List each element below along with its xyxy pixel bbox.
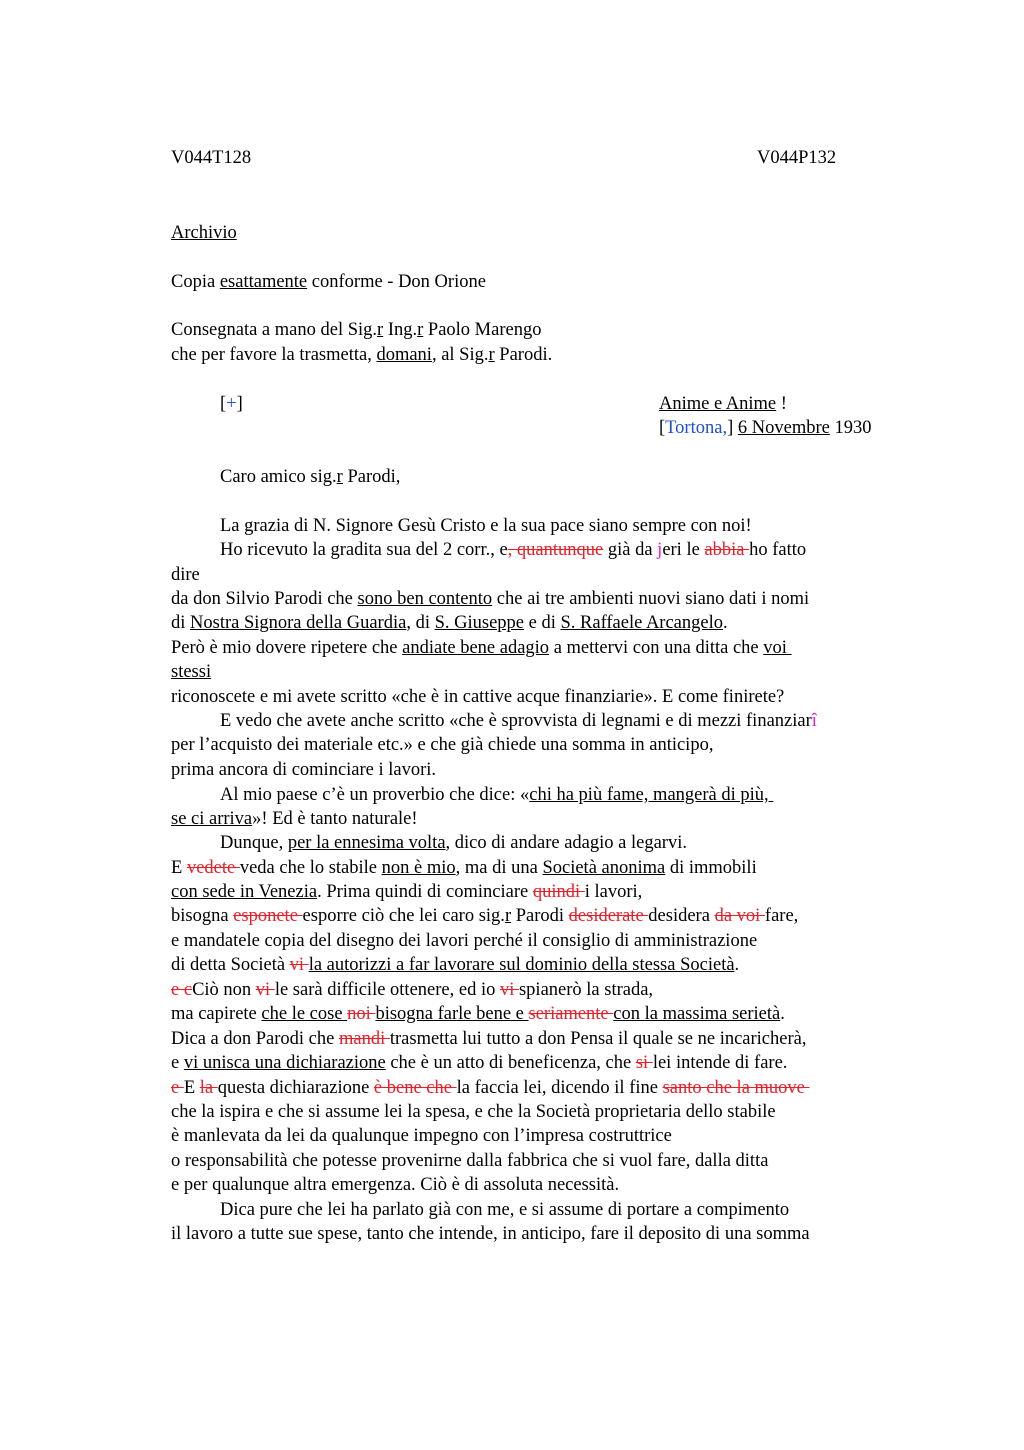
body-line-9: E vedo che avete anche scritto «che è sprovvista di legnami e di mezzi finanziarî xyxy=(220,711,817,731)
archive-label: Archivio xyxy=(171,223,237,243)
body-line-18: e mandatele copia del disegno dei lavori perché il consiglio di amministrazione xyxy=(171,931,758,951)
body-line-2: Ho ricevuto la gradita sua del 2 corr., e, quantunque già da jeri le abbia ho fatto xyxy=(220,540,807,560)
body-line-15: E vedete veda che lo stabile non è mio, ma di una Società anonima di immobili xyxy=(171,858,757,878)
body-line-27: o responsabilità che potesse provenirne dalla fabbrica che si vuol fare, dalla ditta xyxy=(171,1151,769,1171)
body-line-29: Dica pure che lei ha parlato già con me, e si assume di portare a compimento xyxy=(220,1200,790,1220)
salutation: Caro amico sig.r Parodi, xyxy=(220,467,401,487)
body-line-19: di detta Società vi la autorizzi a far lavorare sul dominio della stessa Società. xyxy=(171,955,740,975)
body-line-10: per l’acquisto dei materiale etc.» e che già chiede una somma in anticipo, xyxy=(171,735,714,755)
body-line-1: La grazia di N. Signore Gesù Cristo e la sua pace siano sempre con noi! xyxy=(220,516,752,536)
body-line-26: è manlevata da lei da qualunque impegno con l’impresa costruttrice xyxy=(171,1126,672,1146)
body-line-17: bisogna esponete esporre ciò che lei caro sig.r Parodi desiderate desidera da voi fare, xyxy=(171,906,799,926)
body-line-6: Però è mio dovere ripetere che andiate bene adagio a mettervi con una ditta che voi xyxy=(171,638,792,658)
body-line-21: ma capirete che le cose noi bisogna farle bene e seriamente con la massima serietà. xyxy=(171,1004,785,1024)
body-line-20: e cCiò non vi le sarà difficile ottenere, ed io vi spianerò la strada, xyxy=(171,980,654,1000)
body-line-3: dire xyxy=(171,565,200,585)
body-line-28: e per qualunque altra emergenza. Ciò è di assoluta necessità. xyxy=(171,1175,620,1195)
doc-code-left: V044T128 xyxy=(171,148,252,168)
body-line-4: da don Silvio Parodi che sono ben contento che ai tre ambienti nuovi siano dati i nomi xyxy=(171,589,810,609)
copy-line: Copia esattamente conforme - Don Orione xyxy=(171,272,486,292)
letter-title: Anime e Anime ! xyxy=(659,394,787,414)
body-line-14: Dunque, per la ennesima volta, dico di andare adagio a legarvi. xyxy=(220,833,687,853)
body-line-30: il lavoro a tutte sue spese, tanto che intende, in anticipo, fare il deposito di una somma xyxy=(171,1224,810,1244)
body-line-5: di Nostra Signora della Guardia, di S. Giuseppe e di S. Raffaele Arcangelo. xyxy=(171,613,728,633)
body-line-24: e E la questa dichiarazione è bene che la faccia lei, dicendo il fine santo che la muove xyxy=(171,1078,810,1098)
body-line-25: che la ispira e che si assume lei la spesa, e che la Società proprietaria dello stabile xyxy=(171,1102,776,1122)
body-line-11: prima ancora di cominciare i lavori. xyxy=(171,760,437,780)
delivery-line-2: che per favore la trasmetta, domani, al Sig.r Parodi. xyxy=(171,345,553,365)
delivery-line-1: Consegnata a mano del Sig.r Ing.r Paolo Marengo xyxy=(171,320,542,340)
body-line-13: se ci arriva»! Ed è tanto naturale! xyxy=(171,809,418,829)
body-line-23: e vi unisca una dichiarazione che è un atto di beneficenza, che si lei intende di fare. xyxy=(171,1053,788,1073)
cross-mark: [+] xyxy=(220,394,243,414)
body-line-22: Dica a don Parodi che mandi trasmetta lui tutto a don Pensa il quale se ne incaricherà, xyxy=(171,1029,807,1049)
doc-code-right: V044P132 xyxy=(757,148,837,168)
letter-dateline: [Tortona,] 6 Novembre 1930 xyxy=(659,418,872,438)
body-line-16: con sede in Venezia. Prima quindi di cominciare quindi i lavori, xyxy=(171,882,643,902)
body-line-12: Al mio paese c’è un proverbio che dice: «chi ha più fame, mangerà di più, xyxy=(220,785,774,805)
body-line-7: stessi xyxy=(171,662,212,682)
body-line-8: riconoscete e mi avete scritto «che è in cattive acque finanziarie». E come finirete? xyxy=(171,687,785,707)
